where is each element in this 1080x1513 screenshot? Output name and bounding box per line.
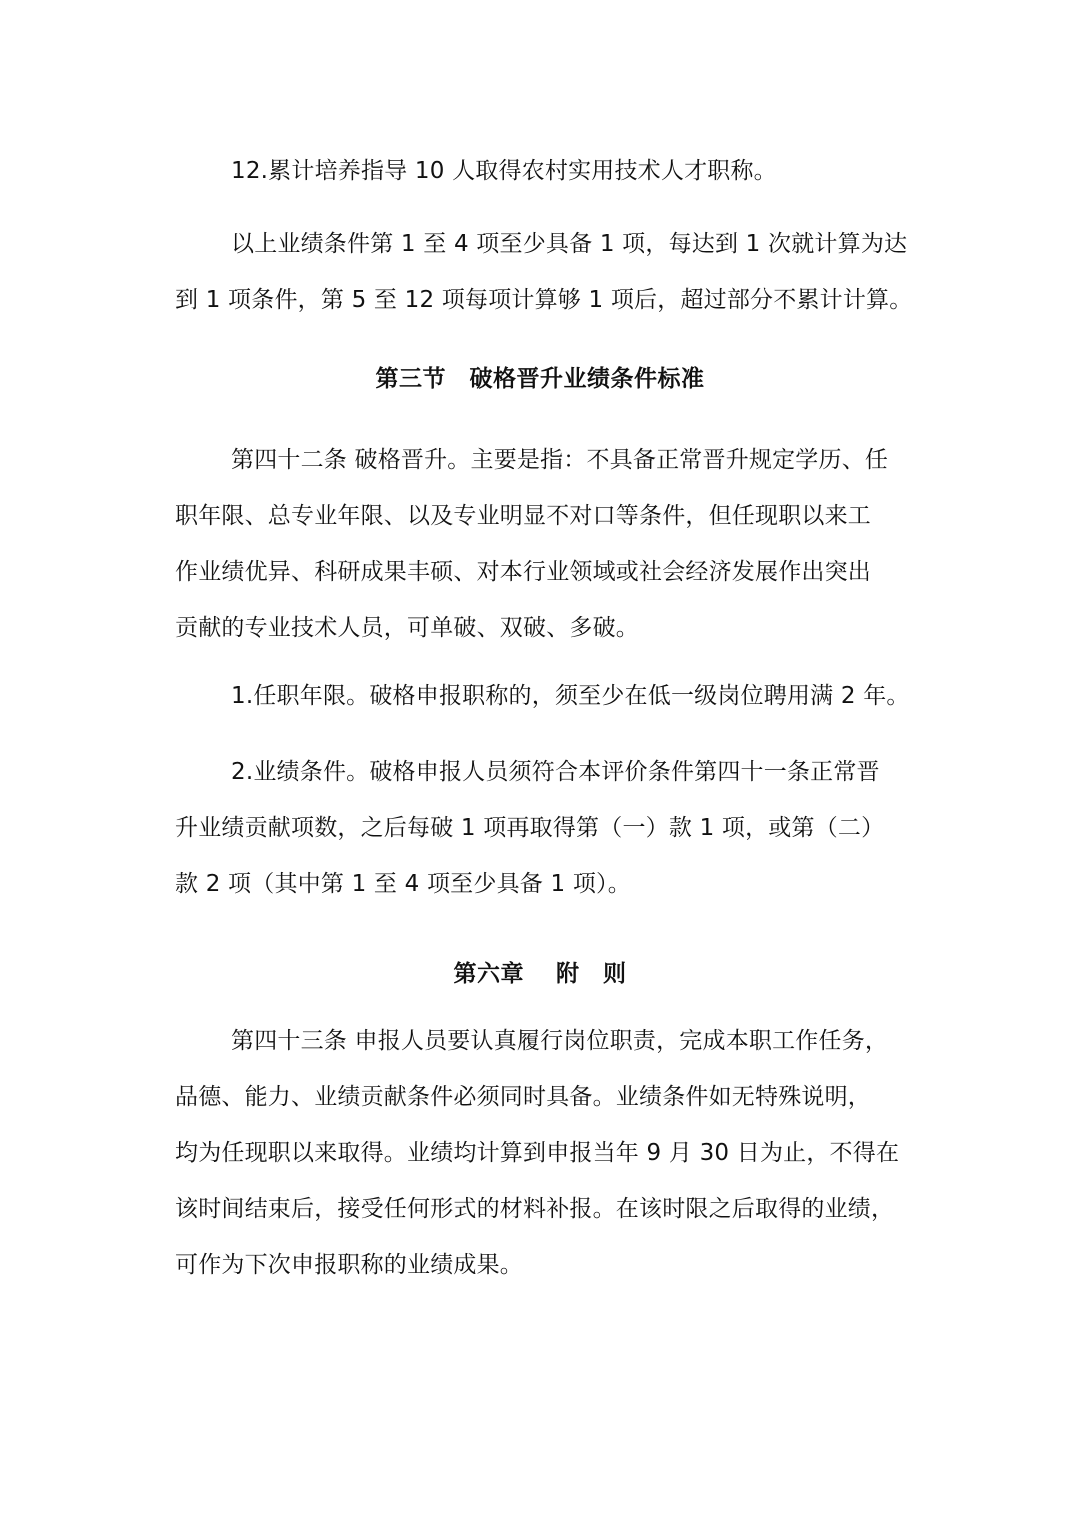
text-line: 职年限、总专业年限、以及专业明显不对口等条件，但任现职以来工 — [175, 503, 871, 529]
text-line: 以上业绩条件第 1 至 4 项至少具备 1 项，每达到 1 次就计算为达 — [231, 231, 908, 257]
paragraph-article-42 — [175, 432, 910, 656]
text-line: 12.累计培养指导 10 人取得农村实用技术人才职称。 — [231, 158, 777, 184]
text-line: 到 1 项条件，第 5 至 12 项每项计算够 1 项后，超过部分不累计计算。 — [175, 287, 913, 313]
text-line: 款 2 项（其中第 1 至 4 项至少具备 1 项）。 — [175, 871, 631, 897]
paragraph-summary — [175, 216, 913, 328]
text-line: 均为任现职以来取得。业绩均计算到申报当年 9 月 30 日为止，不得在 — [175, 1140, 900, 1166]
text-line: 第四十三条 申报人员要认真履行岗位职责，完成本职工作任务， — [231, 1028, 889, 1054]
text-line: 2.业绩条件。破格申报人员须符合本评价条件第四十一条正常晋 — [231, 759, 880, 785]
text-line: 1.任职年限。破格申报职称的，须至少在低一级岗位聘用满 2 年。 — [231, 683, 910, 709]
paragraph-item-2 — [175, 744, 910, 912]
text-line: 可作为下次申报职称的业绩成果。 — [175, 1252, 523, 1278]
paragraph-article-43 — [175, 1013, 910, 1293]
text-line: 品德、能力、业绩贡献条件必须同时具备。业绩条件如无特殊说明， — [175, 1084, 871, 1110]
text-line: 作业绩优异、科研成果丰硕、对本行业领域或社会经济发展作出突出 — [175, 559, 871, 585]
section-heading: 第三节 破格晋升业绩条件标准 — [375, 366, 705, 392]
text-line: 第四十二条 破格晋升。主要是指：不具备正常晋升规定学历、任 — [231, 447, 889, 473]
text-line: 升业绩贡献项数，之后每破 1 项再取得第（一）款 1 项，或第（二） — [175, 815, 885, 841]
paragraph-item-12 — [175, 143, 910, 199]
text-line: 贡献的专业技术人员，可单破、双破、多破。 — [175, 615, 639, 641]
chapter-heading: 第六章 附 则 — [453, 961, 627, 987]
paragraph-item-1 — [175, 668, 910, 724]
text-line: 该时间结束后，接受任何形式的材料补报。在该时限之后取得的业绩， — [175, 1196, 895, 1222]
